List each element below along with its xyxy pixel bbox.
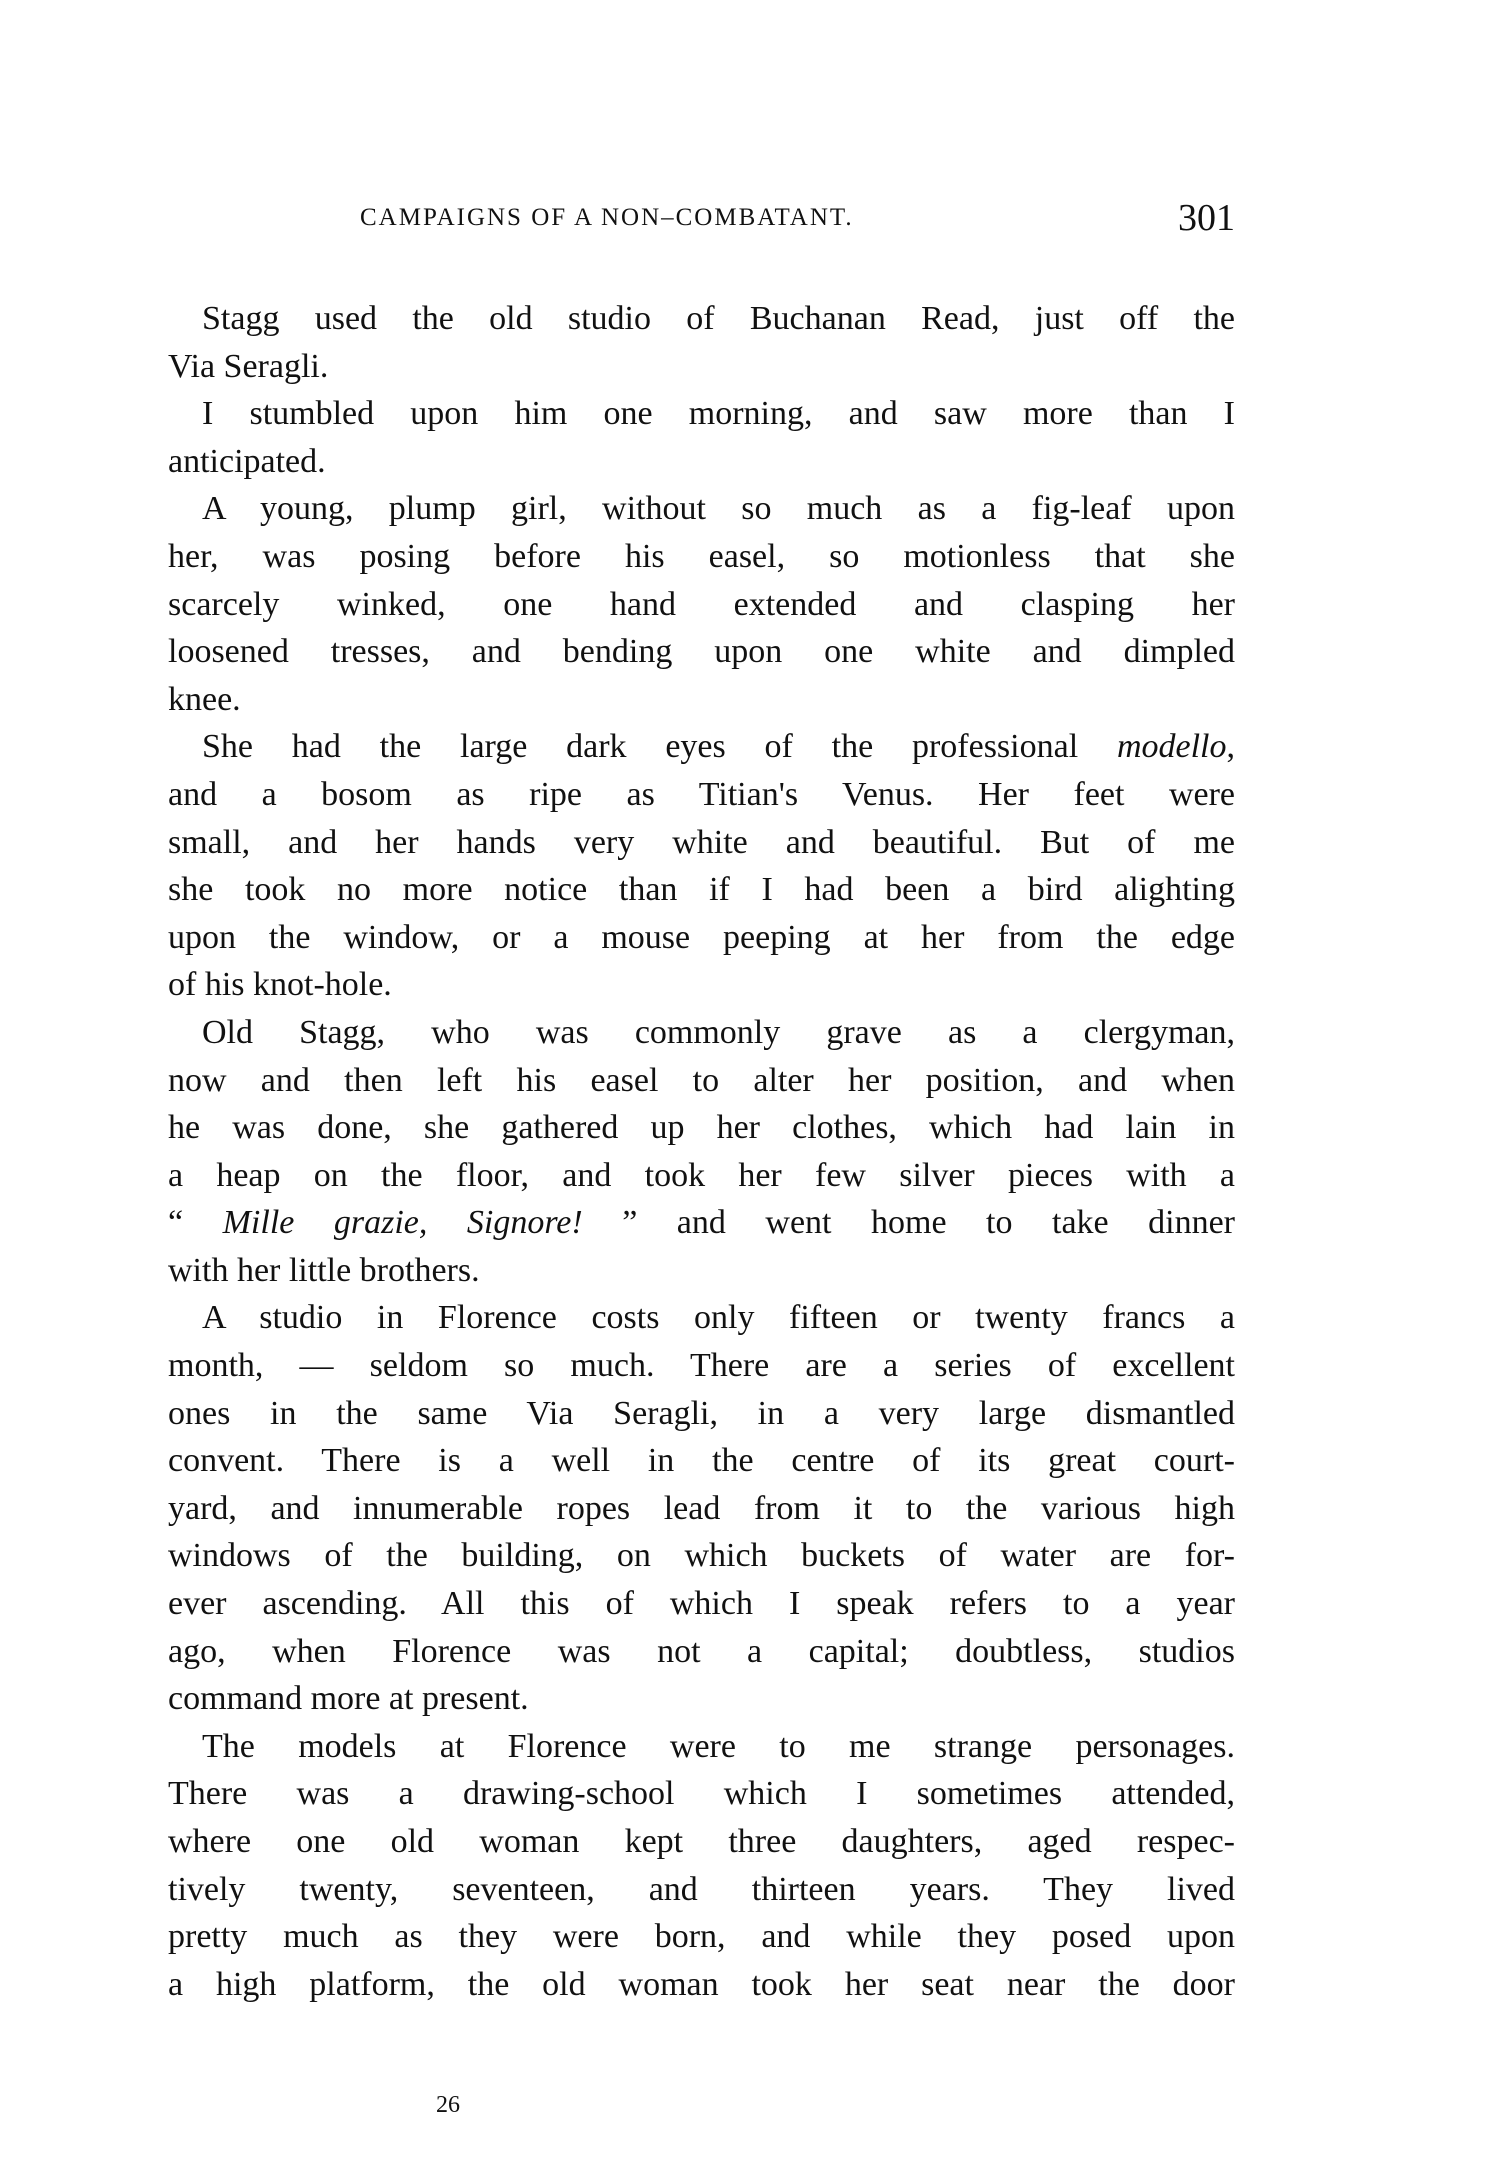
text-line-content: Via Seragli. [168, 347, 329, 385]
text-line-content: pretty much as they were born, and while they posed upon [168, 1918, 1235, 1956]
text-line [168, 1104, 1235, 1152]
text-line [168, 866, 1235, 914]
text-line [168, 1723, 1235, 1771]
text-line-content: ever ascending. All this of which I speak refers to a year [168, 1585, 1235, 1623]
text-line-content: a high platform, the old woman took her seat near the door [168, 1965, 1235, 2003]
text-line-content: I stumbled upon him one morning, and saw more than I [202, 395, 1235, 433]
text-line [168, 723, 1235, 771]
text-line [168, 1199, 1235, 1247]
text-line-content: her, was posing before his easel, so motionless that she [168, 537, 1235, 575]
text-line-content: month, — seldom so much. There are a series of excellent [168, 1347, 1235, 1385]
text-line [168, 533, 1235, 581]
text-line [168, 1628, 1235, 1676]
running-title: CAMPAIGNS OF A NON–COMBATANT. [360, 204, 854, 231]
italic-phrase: Mille grazie, Signore! [222, 1204, 583, 1242]
text-line [168, 1770, 1235, 1818]
text-line-content: tively twenty, seventeen, and thirteen years. They lived [168, 1870, 1235, 1908]
text-line [168, 1818, 1235, 1866]
text-line-content: “ Mille grazie, Signore! ” and went home to take dinner [168, 1204, 1235, 1242]
text-line-content: knee. [168, 680, 241, 718]
text-line [168, 438, 1235, 486]
text-line [168, 1866, 1235, 1914]
text-line [168, 390, 1235, 438]
text-line-content: small, and her hands very white and beautiful. But of me [168, 823, 1235, 861]
text-line-content: he was done, she gathered up her clothes, which had lain in [168, 1109, 1235, 1147]
text-line-content: Old Stagg, who was commonly grave as a clergyman, [202, 1013, 1235, 1051]
text-line [168, 1580, 1235, 1628]
text-line-content: windows of the building, on which buckets of water are for- [168, 1537, 1235, 1575]
text-line [168, 676, 1235, 724]
text-line-content: now and then left his easel to alter her position, and when [168, 1061, 1235, 1099]
text-line [168, 1342, 1235, 1390]
text-line [168, 1057, 1235, 1105]
text-line-content: There was a drawing-school which I sometimes attended, [168, 1775, 1235, 1813]
text-line-content: with her little brothers. [168, 1251, 480, 1289]
text-line-content: yard, and innumerable ropes lead from it to the various high [168, 1489, 1235, 1527]
text-line-content: ago, when Florence was not a capital; doubtless, studios [168, 1632, 1235, 1670]
body-text [168, 295, 1235, 2008]
text-line [168, 628, 1235, 676]
text-line [168, 819, 1235, 867]
text-line-content: A studio in Florence costs only fifteen or twenty francs a [202, 1299, 1235, 1337]
text-line-content: loosened tresses, and bending upon one white and dimpled [168, 633, 1235, 671]
text-line [168, 1437, 1235, 1485]
text-line [168, 343, 1235, 391]
text-line-content: anticipated. [168, 442, 326, 480]
text-line-content: upon the window, or a mouse peeping at her from the edge [168, 918, 1235, 956]
text-line [168, 914, 1235, 962]
text-line-content: ones in the same Via Seragli, in a very large dismantled [168, 1394, 1235, 1432]
page-number: 301 [1178, 197, 1235, 239]
text-line [168, 485, 1235, 533]
text-line [168, 1485, 1235, 1533]
text-line-content: of his knot-hole. [168, 966, 392, 1004]
text-line [168, 1009, 1235, 1057]
text-line-content: A young, plump girl, without so much as a fig-leaf upon [202, 490, 1235, 528]
text-line [168, 961, 1235, 1009]
text-line [168, 1294, 1235, 1342]
text-line [168, 1390, 1235, 1438]
text-line-content: She had the large dark eyes of the professional modello, [202, 728, 1235, 766]
text-line-content: a heap on the floor, and took her few silver pieces with a [168, 1156, 1235, 1194]
text-line [168, 1532, 1235, 1580]
text-line-content: Stagg used the old studio of Buchanan Read, just off the [202, 300, 1235, 337]
text-line-content: The models at Florence were to me strange personages. [202, 1727, 1235, 1765]
text-line-content: where one old woman kept three daughters, aged respec- [168, 1823, 1235, 1860]
italic-phrase: modello [1116, 728, 1227, 766]
text-line [168, 1247, 1235, 1295]
running-header [168, 196, 1235, 244]
text-line [168, 1152, 1235, 1200]
text-line [168, 581, 1235, 629]
text-line [168, 295, 1235, 343]
text-line [168, 1675, 1235, 1723]
text-line-content: command more at present. [168, 1680, 529, 1718]
text-line [168, 1961, 1235, 2009]
signature-mark: 26 [436, 2092, 460, 2118]
text-line [168, 771, 1235, 819]
text-line [168, 1913, 1235, 1961]
text-line-content: she took no more notice than if I had been a bird alighting [168, 871, 1235, 909]
text-line-content: and a bosom as ripe as Titian's Venus. Her feet were [168, 775, 1235, 813]
text-line-content: convent. There is a well in the centre of its great court- [168, 1442, 1235, 1480]
text-line-content: scarcely winked, one hand extended and clasping her [168, 585, 1235, 623]
